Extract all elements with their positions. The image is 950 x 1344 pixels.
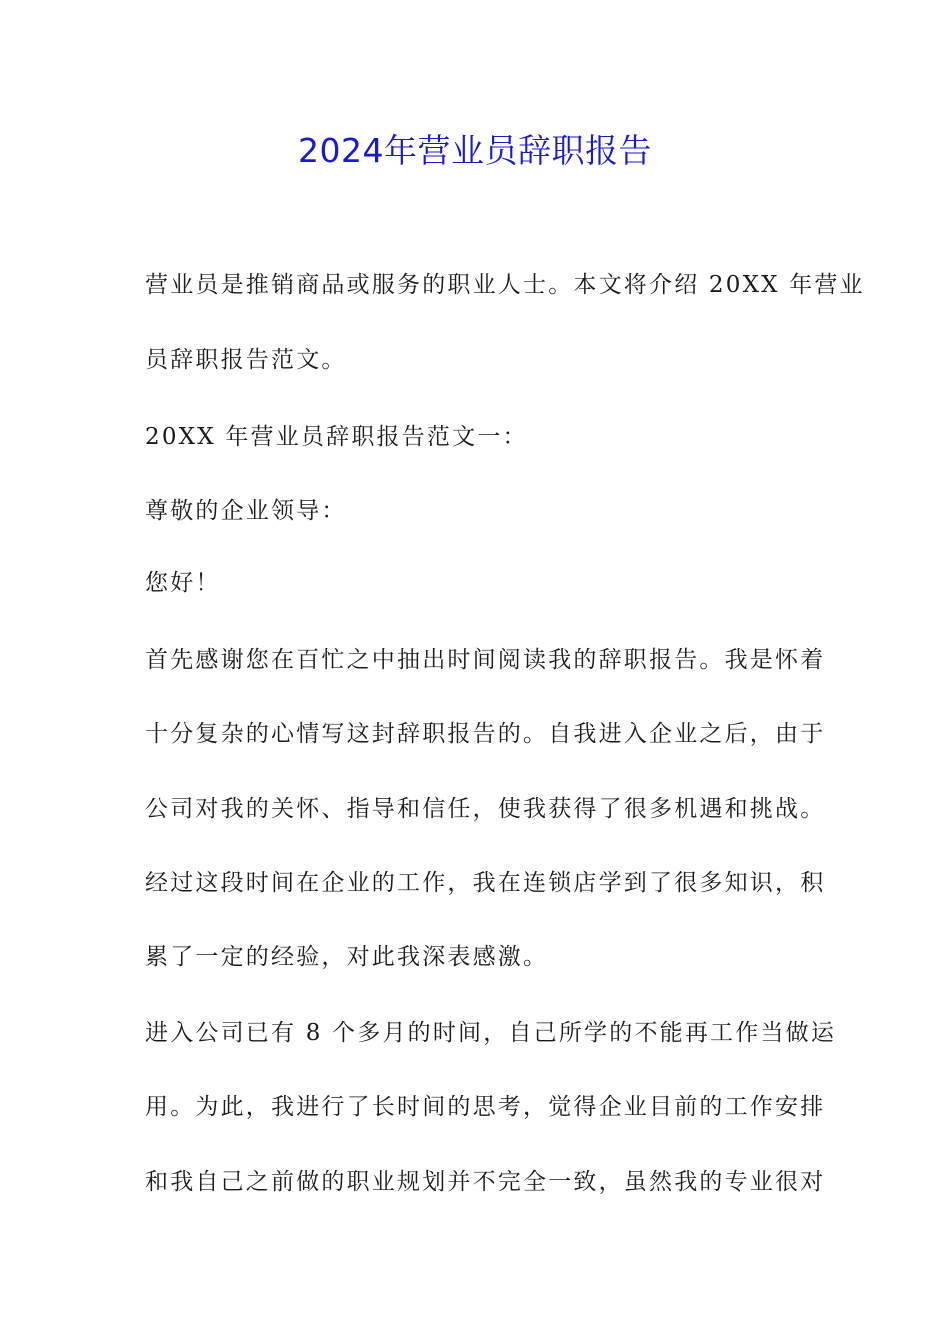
- body-line: 和我自己之前做的职业规划并不完全一致，虽然我的专业很对: [145, 1169, 826, 1195]
- body-line: 营业员是推销商品或服务的职业人士。本文将介绍 20XX 年营业: [145, 272, 865, 298]
- body-line: 经过这段时间在企业的工作，我在连锁店学到了很多知识，积: [145, 870, 826, 896]
- body-line: 进入公司已有 8 个多月的时间，自己所学的不能再工作当做运: [145, 1020, 837, 1046]
- body-line: 用。为此，我进行了长时间的思考，觉得企业目前的工作安排: [145, 1094, 826, 1120]
- body-line: 累了一定的经验，对此我深表感激。: [145, 944, 549, 970]
- body-line: 员辞职报告范文。: [145, 347, 347, 373]
- body-line: 您好！: [145, 570, 221, 596]
- body-line: 公司对我的关怀、指导和信任，使我获得了很多机遇和挑战。: [145, 796, 826, 822]
- body-line: 20XX 年营业员辞职报告范文一：: [145, 424, 528, 450]
- body-line: 十分复杂的心情写这封辞职报告的。自我进入企业之后，由于: [145, 721, 826, 747]
- document-title: 2024年营业员辞职报告: [298, 131, 652, 170]
- body-line: 首先感谢您在百忙之中抽出时间阅读我的辞职报告。我是怀着: [145, 647, 826, 673]
- body-line: 尊敬的企业领导：: [145, 498, 347, 524]
